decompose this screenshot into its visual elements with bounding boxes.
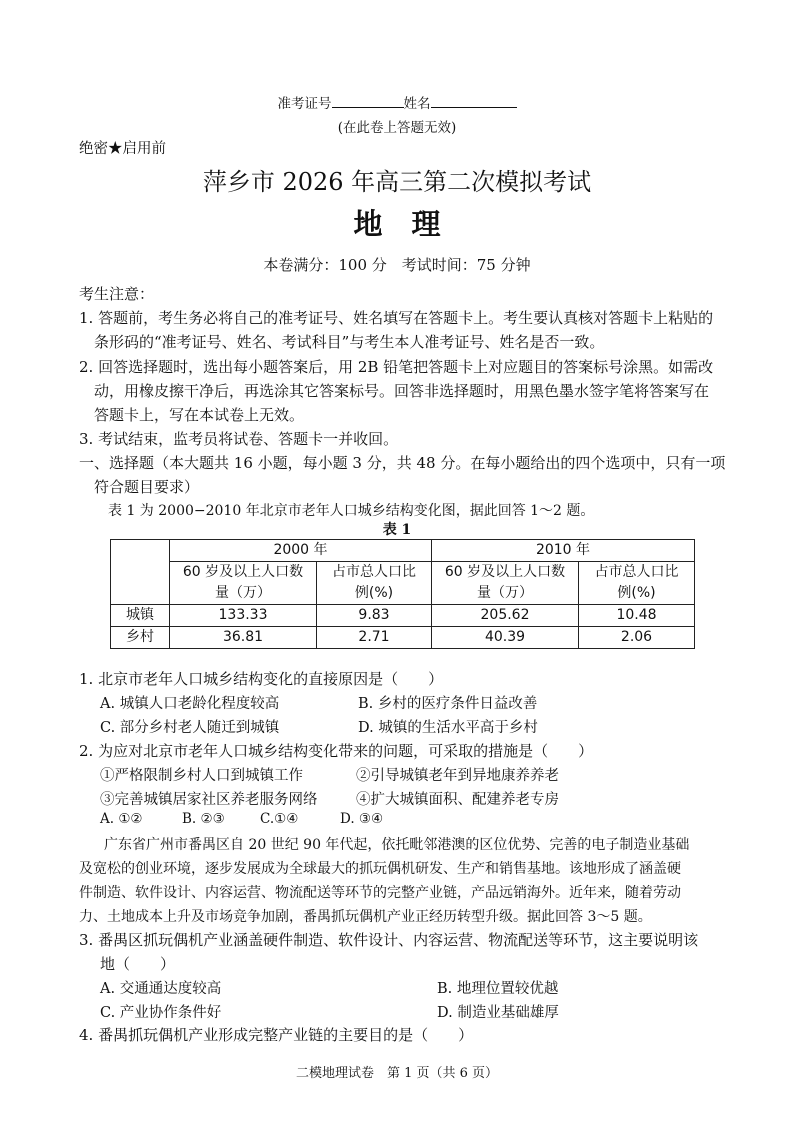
section-heading: 一、选择题（本大题共 16 小题，每小题 3 分，共 48 分。在每小题给出的四个选项中，只有一项	[79, 454, 726, 472]
row-label: 城镇	[111, 605, 170, 627]
q3-option-a: A. 交通通达度较高	[100, 981, 222, 997]
table-intro: 表 1 为 2000−2010 年北京市老年人口城乡结构变化图，据此回答 1～2 题。	[108, 503, 595, 519]
passage-line: 及宽松的创业环境，逐步发展成为全球最大的抓玩偶机研发、生产和销售基地。该地形成了涵盖硬	[79, 861, 681, 877]
notice-line: 3. 考试结束，监考员将试卷、答题卡一并收回。	[79, 430, 399, 448]
q1-option-d: D. 城镇的生活水平高于乡村	[358, 720, 538, 736]
notice-heading: 考生注意：	[79, 285, 155, 303]
q2-option-d: D. ③④	[340, 811, 384, 827]
secrecy-mark: 绝密★启用前	[79, 141, 166, 157]
table-cell: 2.71	[317, 627, 432, 649]
table-cell: 40.39	[432, 627, 579, 649]
q2-statement: ④扩大城镇面积、配建养老专房	[356, 792, 559, 808]
table-cell: 2.06	[579, 627, 695, 649]
q2-option-a: A. ①②	[100, 811, 143, 827]
column-header: 60 岁及以上人口数 量（万）	[170, 562, 317, 605]
question-2-stem: 2. 为应对北京市老年人口城乡结构变化带来的问题，可采取的措施是（ ）	[79, 742, 594, 760]
exam-meta: 本卷满分：100 分 考试时间：75 分钟	[263, 256, 531, 274]
table-row	[111, 605, 695, 627]
candidate-info-line	[0, 92, 794, 112]
notice-line: 条形码的“准考证号、姓名、考试科目”与考生本人准考证号、姓名是否一致。	[94, 333, 605, 351]
subject-title: 地 理	[353, 207, 441, 241]
q2-statement: ②引导城镇老年到异地康养养老	[356, 768, 559, 784]
q2-option-b: B. ②③	[182, 811, 225, 827]
table-row	[111, 627, 695, 649]
passage-line: 力、土地成本上升及市场竞争加剧，番禺抓玩偶机产业正经历转型升级。据此回答 3～5 题。	[79, 909, 652, 925]
table-cell: 9.83	[317, 605, 432, 627]
q2-statement: ③完善城镇居家社区养老服务网络	[100, 792, 318, 808]
exam-id-blank	[332, 93, 404, 108]
row-label: 乡村	[111, 627, 170, 649]
exam-id-label: 准考证号	[277, 96, 332, 112]
notice-line: 2. 回答选择题时，选出每小题答案后，用 2B 铅笔把答题卡上对应题目的答案标号涂黑。如需改	[79, 358, 714, 376]
population-table	[110, 539, 695, 649]
column-header: 占市总人口比 例(%)	[317, 562, 432, 605]
q3-option-d: D. 制造业基础雄厚	[437, 1005, 559, 1021]
question-1-stem: 1. 北京市老年人口城乡结构变化的直接原因是（ ）	[79, 670, 444, 688]
year-header: 2000 年	[170, 540, 432, 562]
question-3-stem: 3. 番禺区抓玩偶机产业涵盖硬件制造、软件设计、内容运营、物流配送等环节，这主要说明该	[79, 931, 699, 949]
question-3-stem-cont: 地（ ）	[100, 955, 176, 973]
name-label: 姓名	[403, 96, 431, 112]
question-4-stem: 4. 番禺抓玩偶机产业形成完整产业链的主要目的是（ ）	[79, 1026, 474, 1044]
table-cell: 133.33	[170, 605, 317, 627]
q1-option-b: B. 乡村的医疗条件日益改善	[358, 696, 538, 712]
q2-statement: ①严格限制乡村人口到城镇工作	[100, 768, 303, 784]
table-caption: 表 1	[382, 522, 412, 538]
name-blank	[431, 93, 517, 108]
section-heading-cont: 符合题目要求）	[94, 478, 200, 496]
column-header: 60 岁及以上人口数 量（万）	[432, 562, 579, 605]
notice-line: 1. 答题前，考生务必将自己的准考证号、姓名填写在答题卡上。考生要认真核对答题卡上粘贴的	[79, 309, 714, 327]
q2-option-c: C.①④	[260, 811, 299, 827]
passage-line: 广东省广州市番禺区自 20 世纪 90 年代起，依托毗邻港澳的区位优势、完善的电子制造业基础	[104, 837, 690, 853]
year-header: 2010 年	[432, 540, 695, 562]
exam-title: 萍乡市 2026 年高三第二次模拟考试	[202, 168, 592, 196]
q3-option-b: B. 地理位置较优越	[437, 981, 559, 997]
page-footer: 二模地理试卷 第 1 页（共 6 页）	[295, 1066, 499, 1081]
passage-line: 件制造、软件设计、内容运营、物流配送等环节的完整产业链，产品远销海外。近年来，随着劳动	[79, 885, 681, 901]
table-cell: 10.48	[579, 605, 695, 627]
answer-invalid-note: (在此卷上答题无效)	[337, 120, 457, 136]
q1-option-c: C. 部分乡村老人随迁到城镇	[100, 720, 280, 736]
table-cell: 205.62	[432, 605, 579, 627]
notice-line: 动，用橡皮擦干净后，再选涂其它答案标号。回答非选择题时，用黑色墨水签字笔将答案写在	[94, 382, 710, 400]
q3-option-c: C. 产业协作条件好	[100, 1005, 222, 1021]
table-corner-cell	[111, 540, 170, 605]
table-cell: 36.81	[170, 627, 317, 649]
q1-option-a: A. 城镇人口老龄化程度较高	[100, 696, 280, 712]
notice-line: 答题卡上，写在本试卷上无效。	[94, 406, 305, 424]
column-header: 占市总人口比 例(%)	[579, 562, 695, 605]
